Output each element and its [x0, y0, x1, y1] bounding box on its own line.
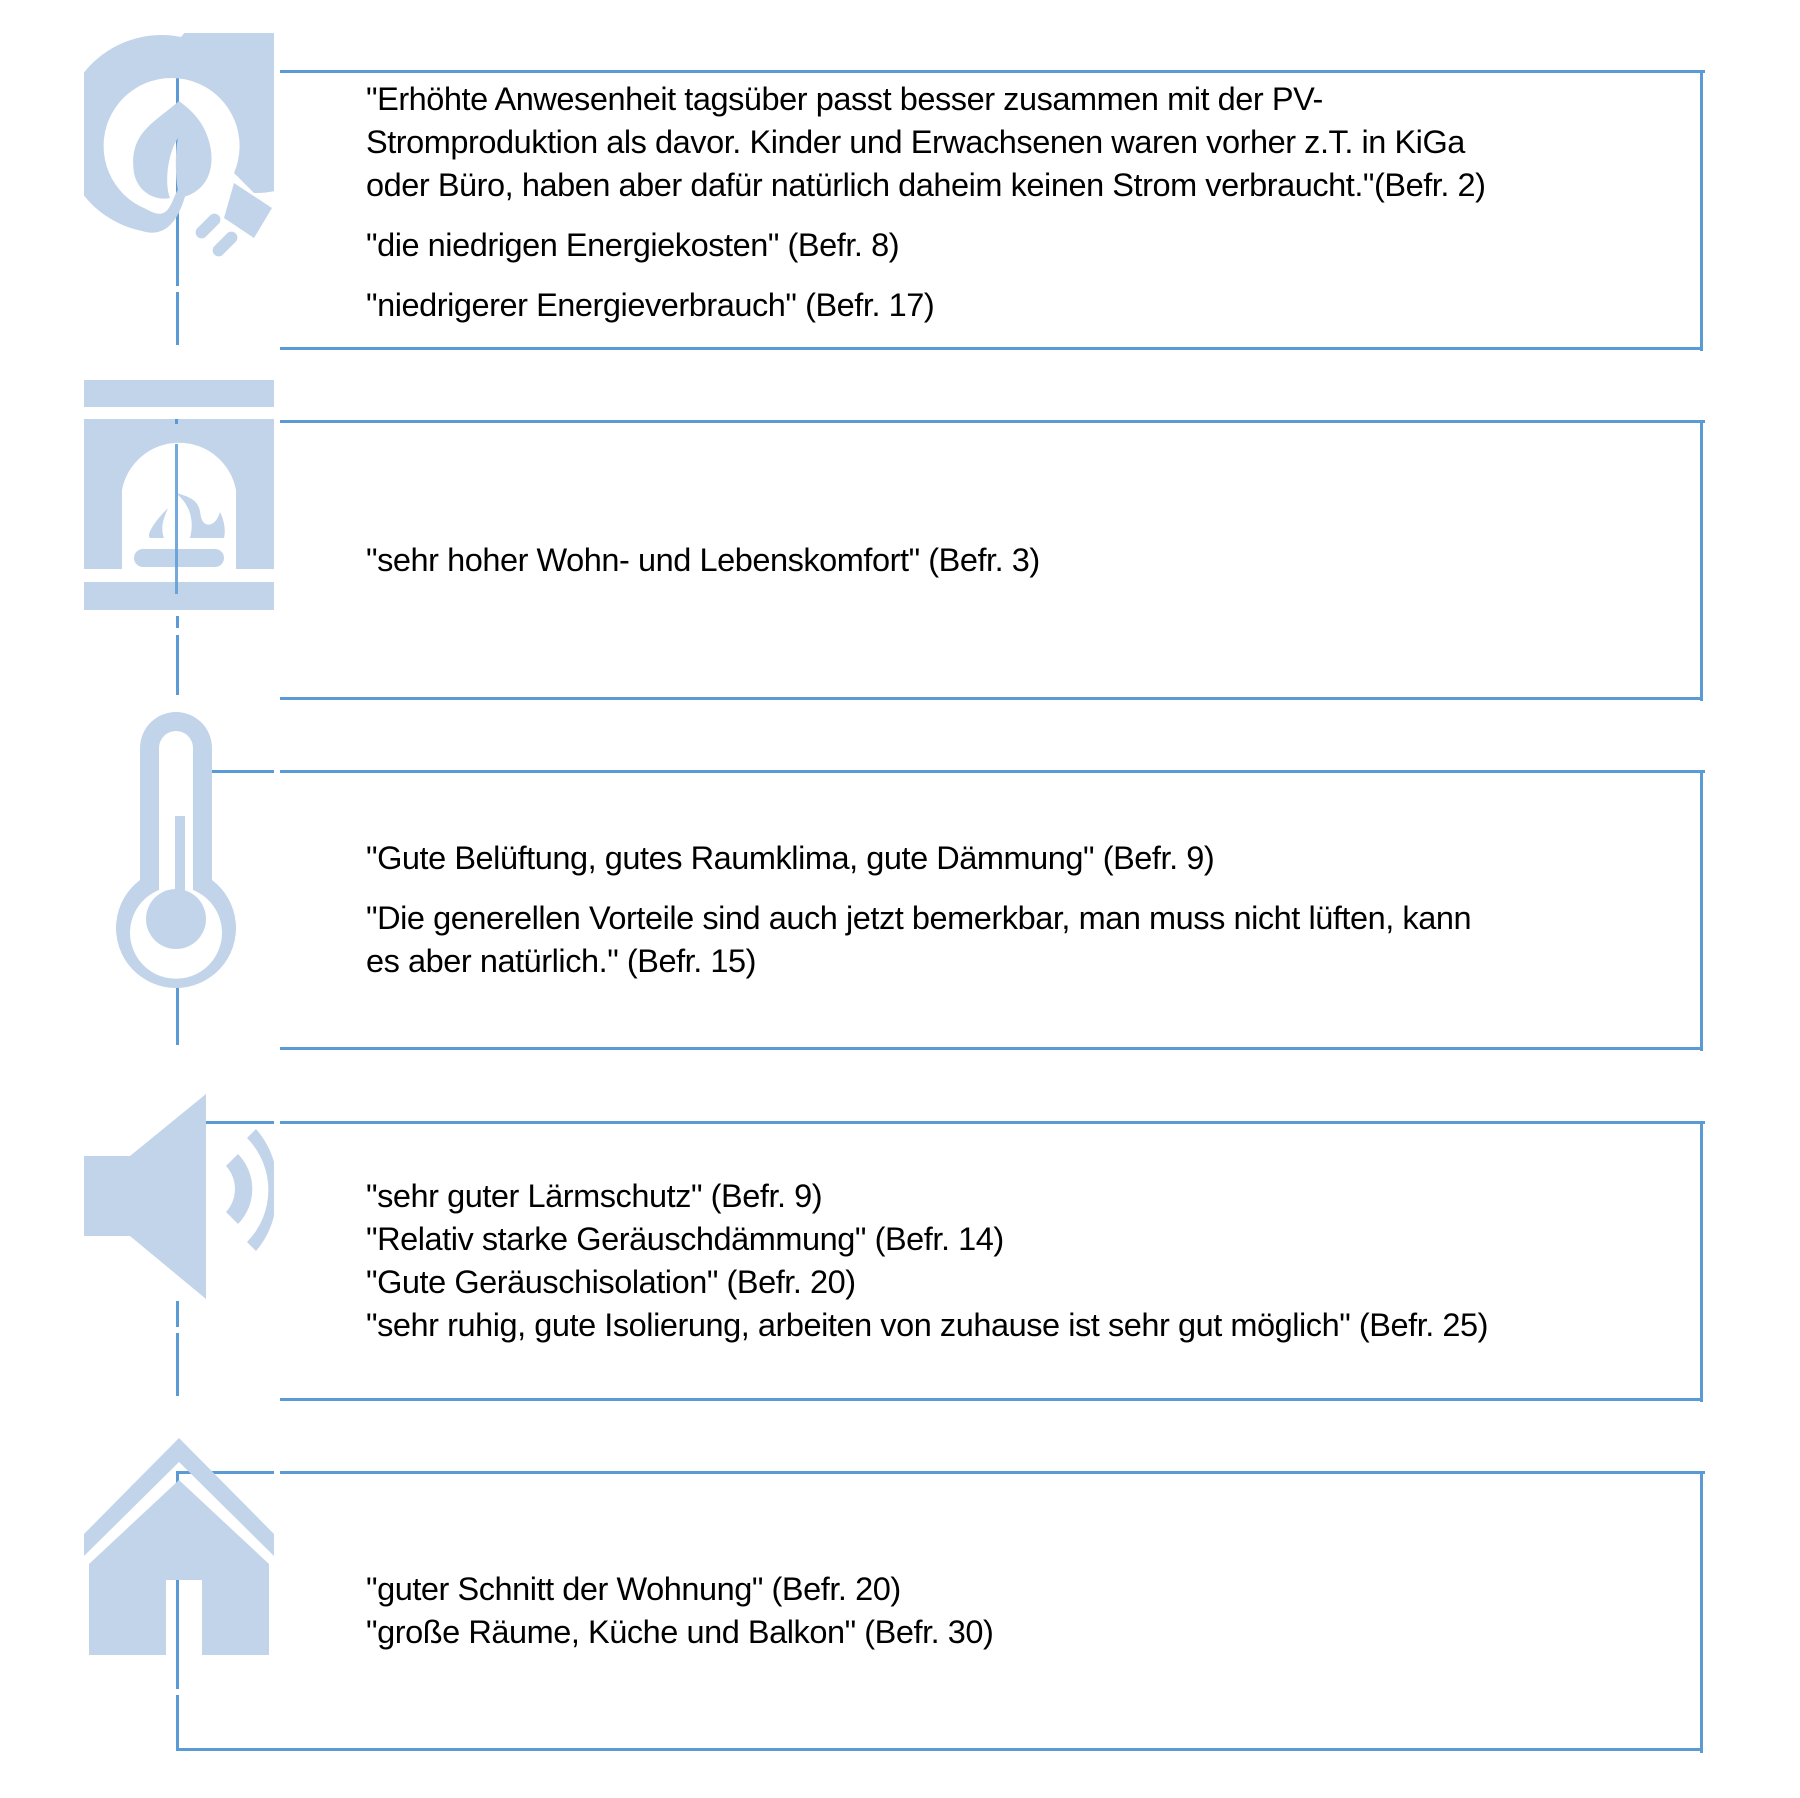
panel-text	[366, 1471, 1686, 1751]
speaker-icon	[84, 1094, 274, 1376]
panel-text	[366, 770, 1686, 1050]
quote: "Gute Belüftung, gutes Raumklima, gute Dämmung" (Befr. 9)	[366, 840, 1215, 876]
quote: "Gute Geräuschisolation" (Befr. 20)	[366, 1264, 856, 1300]
quote: "sehr ruhig, gute Isolierung, arbeiten von zuhause ist sehr gut möglich" (Befr. 25)	[366, 1307, 1489, 1343]
panel-border-right	[1700, 1121, 1703, 1402]
quote: "sehr hoher Wohn- und Lebenskomfort" (Befr. 3)	[366, 541, 1040, 578]
panel-border-bottom	[280, 347, 1703, 350]
panel-border-left	[176, 986, 179, 1045]
panel-comfort	[0, 420, 1800, 702]
quote: "guter Schnitt der Wohnung" (Befr. 20)	[366, 1571, 901, 1607]
panel-layout	[0, 1471, 1800, 1753]
quote: "Die generellen Vorteile sind auch jetzt bemerkbar, man muss nicht lüften, kann es aber natürlich." (Befr. 15)	[366, 900, 1472, 979]
thermometer-icon	[84, 712, 274, 994]
quote: "Erhöhte Anwesenheit tagsüber passt besser zusammen mit der PV- Stromproduktion als davor. Kinder und Erwachsenen waren vorher z.T. in KiGa oder Büro, haben aber dafür natürlich daheim keinen Strom verbraucht."(Befr. 2)	[366, 81, 1486, 203]
panel-text	[366, 420, 1686, 700]
panel-text	[366, 78, 1686, 340]
panel-border-right	[1700, 420, 1703, 701]
quote: "große Räume, Küche und Balkon" (Befr. 30)	[366, 1614, 994, 1650]
panel-climate	[0, 770, 1800, 1052]
quote: "niedrigerer Energieverbrauch" (Befr. 17)	[366, 287, 935, 323]
quote: "sehr guter Lärmschutz" (Befr. 9)	[366, 1178, 823, 1214]
house-icon	[84, 1438, 274, 1720]
panel-text	[366, 1121, 1686, 1401]
panel-noise	[0, 1121, 1800, 1403]
panel-energy	[0, 70, 1800, 352]
panel-border-right	[1700, 70, 1703, 351]
panel-border-right	[1700, 770, 1703, 1051]
panel-border-top	[280, 70, 1705, 73]
leaf-plug-icon	[84, 33, 274, 315]
quote: "die niedrigen Energiekosten" (Befr. 8)	[366, 227, 900, 263]
quote: "Relativ starke Geräuschdämmung" (Befr. 14)	[366, 1221, 1004, 1257]
panel-border-right	[1700, 1471, 1703, 1753]
fireplace-icon	[84, 380, 274, 662]
